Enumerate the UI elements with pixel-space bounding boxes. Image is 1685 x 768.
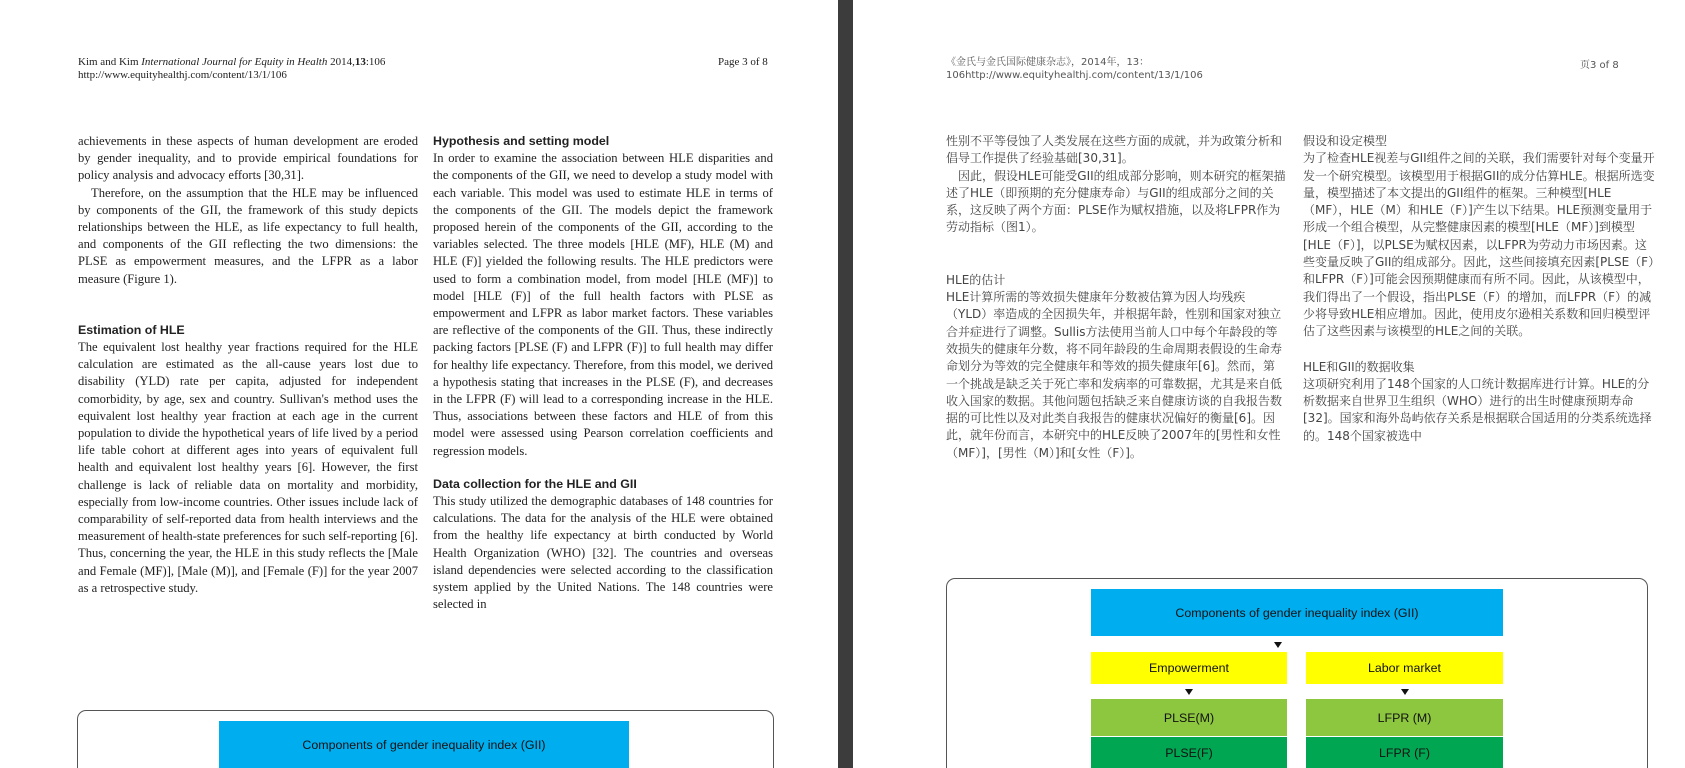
paragraph: 性别不平等侵蚀了人类发展在这些方面的成就，并为政策分析和倡导工作提供了经验基础[30,31]。 bbox=[946, 134, 1283, 166]
running-header-citation: 《金氏与金氏国际健康杂志》，2014年，13： 106http://www.equityhealthj.com/content/13/1/106 bbox=[946, 57, 1203, 81]
right-column-2 bbox=[1303, 133, 1655, 445]
right-column-1 bbox=[946, 133, 1286, 462]
section-heading: Data collection for the HLE and GII bbox=[433, 476, 637, 491]
labor-market-box: Labor market bbox=[1306, 652, 1503, 684]
section-heading: 假设和设定模型 bbox=[1303, 134, 1388, 148]
section-heading: Hypothesis and setting model bbox=[433, 134, 610, 148]
left-column-1 bbox=[78, 133, 418, 597]
arrow-down-icon bbox=[1401, 689, 1409, 695]
paragraph: 为了检查HLE视差与GII组件之间的关联，我们需要针对每个变量开发一个研究模型。该模型用于根据GII的成分估算HLE。根据所选变量，模型描述了本文提出的GII组件的框架。三种模型[HLE（MF），HLE（M）和HLE（F）]产生以下结果。HLE预测变量用于形成一个组合模型，从完整健康因素的模型[HLE（MF）]到模型[HLE（F）]，以PLSE为赋权因素，以LFPR为劳动力市场因素。这些变量反映了GII的组成部分。因此，这些间接填充因素[PLSE（F）和LFPR（F）]可能会因预期健康而有所不同。因此，从该模型中，我们得出了一个假设，指出PLSE（F）的增加，而LFPR（F）的减少将导致HLE相应增加。因此，使用皮尔逊相关系数和回归模型评估了这些因素与该模型的HLE之间的关联。 bbox=[1303, 151, 1655, 339]
paragraph: The equivalent lost healthy year fractions required for the HLE calculation are estimated as the all-cause years lost due to disability (YLD) rate per capita, adjusted for independent comorbidity, by age, sex and country. Sullivan's method uses the equivalent lost healthy year fraction at each age in the current population to divide the hypothetical years of life lived by a period life table cohort at different ages into years of equivalent full health and equivalent lost healthy years [6]. However, the first challenge is lack of reliable data on mortality and morbidity, especially from low-income countries. Other issues include lack of comparability of self-reported data from health interviews and the measurement of health-state preferences for such self-reporting [6]. Thus, concerning the year, the HLE in this study reflects the [Male and Female (MF)], [Male (M)], and [Female (F)] for the year 2007 as a retrospective study. bbox=[78, 340, 418, 595]
plse-m-box: PLSE(M) bbox=[1091, 699, 1287, 736]
left-column-2 bbox=[433, 133, 773, 613]
page-number: 页3 of 8 bbox=[1580, 60, 1619, 71]
paragraph: HLE计算所需的等效损失健康年分数被估算为因人均残疾（YLD）率造成的全因损失年，并根据年龄，性别和国家对独立合并症进行了调整。Sullis方法使用当前人口中每个年龄段的等效损失的健康年分数，将不同年龄段的生命周期表假设的生命寿命划分为等效的完全健康年和等效的损失健康年[6]。然而，第一个挑战是缺乏关于死亡率和发病率的可靠数据，尤其是来自低收入国家的数据。其他问题包括缺乏来自健康访谈的自我报告数据的可比性以及对此类自我报告的健康状况偏好的衡量[6]。因此，就年份而言，本研究中的HLE反映了2007年的[男性和女性（MF）]，[男性（M）]和[女性（F）]。 bbox=[946, 290, 1283, 460]
paragraph: 这项研究利用了148个国家的人口统计数据库进行计算。HLE的分析数据来自世界卫生组织（WHO）进行的出生时健康预期寿命[32]。国家和海外岛屿依存关系是根据联合国适用的分类系统选择的。148个国家被选中 bbox=[1303, 376, 1652, 443]
arrow-down-icon bbox=[1185, 689, 1193, 695]
article-url[interactable]: http://www.equityhealthj.com/content/13/1/106 bbox=[78, 69, 287, 81]
paragraph: achievements in these aspects of human development are eroded by gender inequality, and to provide empirical foundations for policy analysis and advocacy efforts [30,31]. bbox=[78, 134, 418, 183]
paragraph: This study utilized the demographic databases of 148 countries for calculations. The data for the analysis of the HLE were obtained from the healthy life expectancy at birth conducted by World Health Organization (WHO) [32]. The countries and overseas island dependencies were selected according to the classification system applied by the United Nations. The 148 countries were selected in bbox=[433, 494, 773, 612]
lfpr-m-box: LFPR (M) bbox=[1306, 699, 1503, 736]
paragraph: Therefore, on the assumption that the HLE may be influenced by components of the GII, the framework of this study depicts relationships between the HLE, as life expectancy to full health, and components of the GII reflecting the two dimensions: the PLSE as empowerment measures, and the LFPR as a labor measure (Figure 1). bbox=[78, 185, 418, 286]
plse-f-box: PLSE(F) bbox=[1091, 737, 1287, 768]
gii-box: Components of gender inequality index (GII) bbox=[1091, 589, 1503, 636]
left-page bbox=[0, 0, 838, 768]
empowerment-box: Empowerment bbox=[1091, 652, 1287, 684]
section-heading: Estimation of HLE bbox=[78, 322, 185, 337]
section-heading: HLE和GII的数据收集 bbox=[1303, 359, 1415, 374]
paragraph: 因此，假设HLE可能受GII的组成部分影响，则本研究的框架描述了HLE（即预期的充分健康寿命）与GII的组成部分之间的关系，这反映了两个方面：PLSE作为赋权措施，以及将LFPR作为劳动指标（图1）。 bbox=[946, 168, 1286, 235]
article-url[interactable]: 106http://www.equityhealthj.com/content/13/1/106 bbox=[946, 70, 1203, 81]
gii-box: Components of gender inequality index (GII) bbox=[219, 721, 629, 768]
section-heading: HLE的估计 bbox=[946, 272, 1006, 287]
page-divider bbox=[838, 0, 853, 768]
page-number: Page 3 of 8 bbox=[718, 56, 768, 68]
running-header-citation: Kim and Kim International Journal for Equity in Health 2014,13:106 http://www.equityhealthj.com/content/13/1/106 bbox=[78, 56, 386, 81]
lfpr-f-box: LFPR (F) bbox=[1306, 737, 1503, 768]
right-page bbox=[853, 0, 1685, 768]
arrow-down-icon bbox=[1274, 642, 1282, 648]
paragraph: In order to examine the association between HLE disparities and the components of the GII, we need to develop a study model with each variable. This model was used to estimate HLE in terms of the components of the GII. The models depict the framework proposed herein of the components of the GII, according to the variables selected. The three models [HLE (MF), HLE (M) and HLE (F)] yielded the following results. The HLE predictors were used to form a combination model, from model [HLE (MF)] to model [HLE (F)] of the full health factors with PLSE as empowerment and LFPR as labor market factors. These variables are reflective of the components of the GII. Thus, these indirectly packing factors [PLSE (F) and LFPR (F)] to full health may differ for healthy life expectancy. Therefore, from this model, we derived a hypothesis stating that increases in the PLSE (F), and decreases in the LFPR (F) will lead to a corresponding increase in the HLE. Thus, associations between these factors and HLE of from this model were assessed using Pearson correlation coefficients and regression models. bbox=[433, 151, 773, 458]
